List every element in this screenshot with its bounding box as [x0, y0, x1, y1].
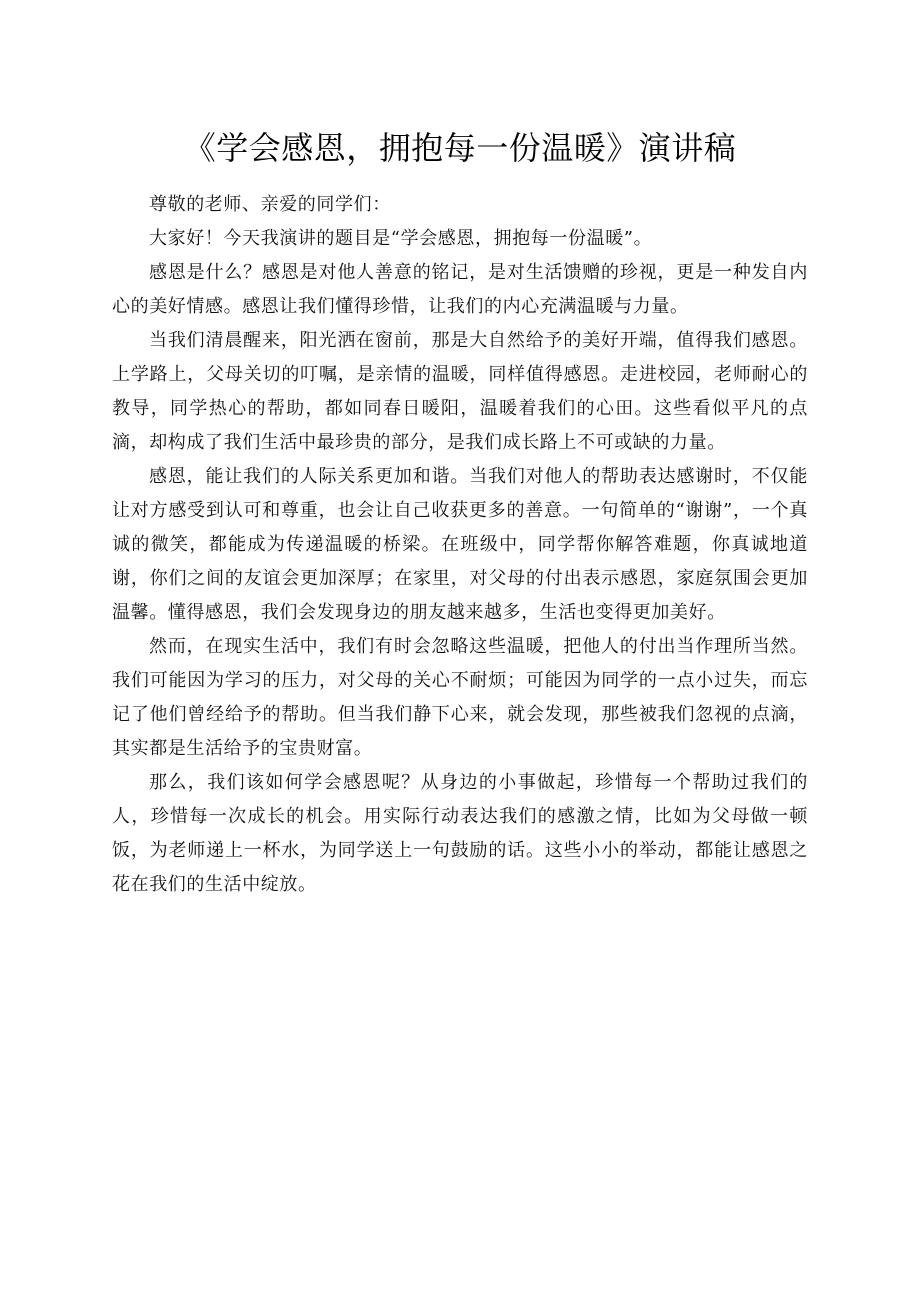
- document-title: 《学会感恩，拥抱每一份温暖》演讲稿: [183, 129, 737, 167]
- paragraph-daily-gratitude: 当我们清晨醒来，阳光洒在窗前，那是大自然给予的美好开端，值得我们感恩。上学路上，父母关切的叮嘱，是亲情的温暖，同样值得感恩。走进校园，老师耐心的教导，同学热心的帮助，都如同春日暖阳，温暖着我们的心田。这些看似平凡的点滴，却构成了我们生活中最珍贵的部分，是我们成长路上不可或缺的力量。: [112, 330, 808, 453]
- paragraph-how-to: 那么，我们该如何学会感恩呢？从身边的小事做起，珍惜每一个帮助过我们的人，珍惜每一次成长的机会。用实际行动表达我们的感激之情，比如为父母做一顿饭，为老师递上一杯水，为同学送上一句鼓励的话。这些小小的举动，都能让感恩之花在我们的生活中绽放。: [112, 772, 808, 895]
- paragraph-relationships: 感恩，能让我们的人际关系更加和谐。当我们对他人的帮助表达感谢时，不仅能让对方感受到认可和尊重，也会让自己收获更多的善意。一句简单的“谢谢”，一个真诚的微笑，都能成为传递温暖的桥梁。在班级中，同学帮你解答难题，你真诚地道谢，你们之间的友谊会更加深厚；在家里，对父母的付出表示感恩，家庭氛围会更加温馨。懂得感恩，我们会发现身边的朋友越来越多，生活也变得更加美好。: [112, 466, 808, 623]
- paragraph-definition: 感恩是什么？感恩是对他人善意的铭记，是对生活馈赠的珍视，更是一种发自内心的美好情感。感恩让我们懂得珍惜，让我们的内心充满温暖与力量。: [112, 262, 808, 317]
- paragraph-neglect: 然而，在现实生活中，我们有时会忽略这些温暖，把他人的付出当作理所当然。我们可能因为学习的压力，对父母的关心不耐烦；可能因为同学的一点小过失，而忘记了他们曾经给予的帮助。但当我们静下心来，就会发现，那些被我们忽视的点滴，其实都是生活给予的宝贵财富。: [112, 636, 808, 759]
- paragraph-salutation: 尊敬的老师、亲爱的同学们：: [149, 194, 391, 215]
- paragraph-greeting: 大家好！今天我演讲的题目是“学会感恩，拥抱每一份温暖”。: [149, 228, 653, 249]
- document-body: [112, 188, 808, 902]
